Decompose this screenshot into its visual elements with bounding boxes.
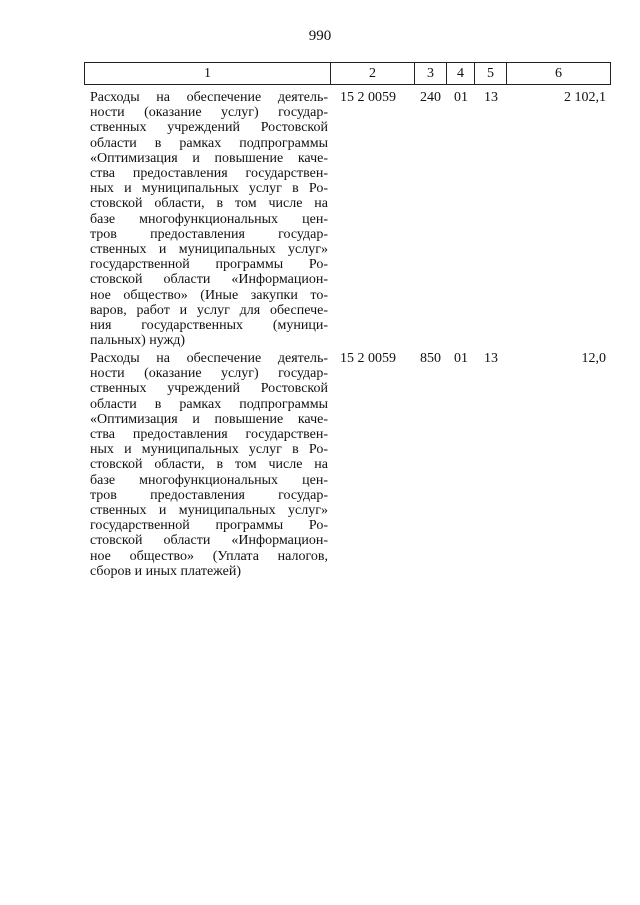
column-header-5: 5 [475,63,507,85]
column-header-6: 6 [507,63,611,85]
page-number: 990 [308,28,332,44]
column-header-4: 4 [447,63,475,85]
column-header-1: 1 [85,63,331,85]
column-header-2: 2 [331,63,415,85]
row-code: 15 2 0059 [340,90,396,105]
row-rz: 01 [454,90,468,105]
table-header [84,62,611,85]
row-amount: 12,0 [581,351,606,366]
row-code: 15 2 0059 [340,351,396,366]
row-description: Расходы на обеспечение деятель- ности (оказание услуг) государ- ственных учреждений Ростовской области в рамках подпрограммы «Оптимизация и повышение каче- ства предоставления государствен- ных и муниципальных услуг в Ро- стовской области, в том числе на базе многофункциональных цен- тров предоставления государ- ственных и муниципальных услуг» государственной программы Ро- стовской области «Информацион- ное общество» (Иные закупки то- варов, работ и услуг для обеспече- ния государственных (муници- пальных) нужд) [90,90,328,349]
row-description: Расходы на обеспечение деятель- ности (оказание услуг) государ- ственных учреждений Ростовской области в рамках подпрограммы «Оптимизация и повышение каче- ства предоставления государствен- ных и муниципальных услуг в Ро- стовской области, в том числе на базе многофункциональных цен- тров предоставления государ- ственных и муниципальных услуг» государственной программы Ро- стовской области «Информацион- ное общество» (Уплата налогов, сборов и иных платежей) [90,351,328,579]
row-amount: 2 102,1 [564,90,606,105]
row-pr: 13 [484,351,498,366]
row-pr: 13 [484,90,498,105]
column-header-3: 3 [415,63,447,85]
row-vr: 240 [420,90,441,105]
row-vr: 850 [420,351,441,366]
row-rz: 01 [454,351,468,366]
